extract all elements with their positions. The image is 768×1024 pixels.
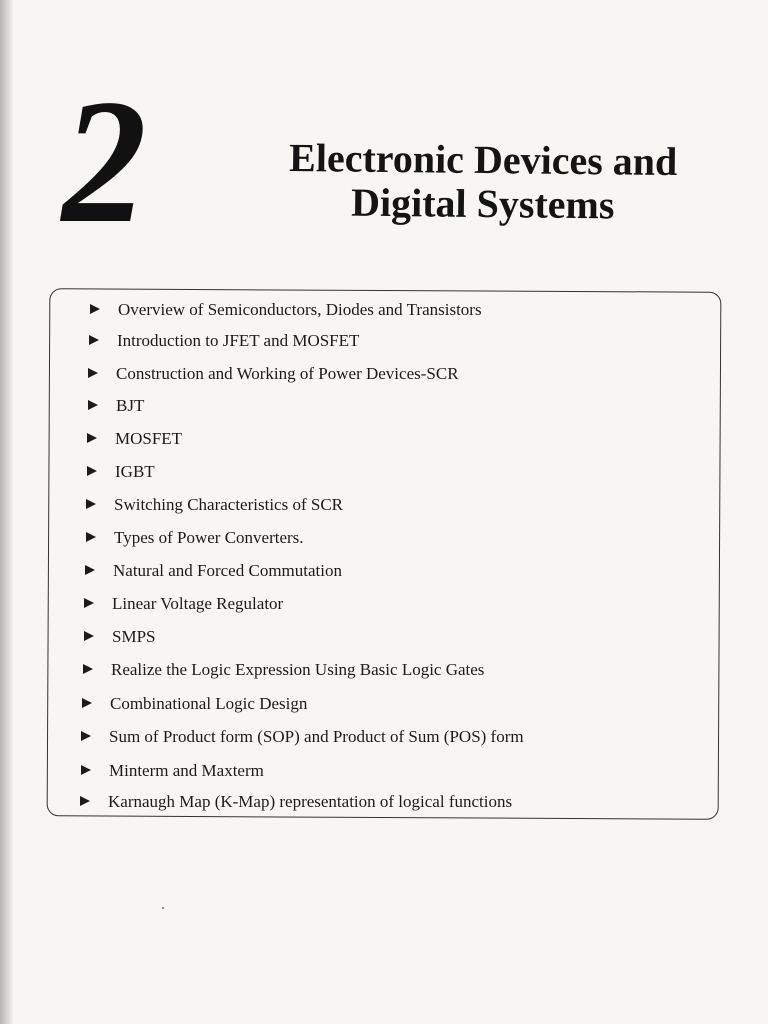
list-item [87,462,155,482]
topic-text: Karnaugh Map (K-Map) representation of logical functions [108,792,513,811]
chapter-title-line-2: Digital Systems [350,179,615,228]
bullet-arrow-icon [89,335,99,345]
list-item [85,561,342,581]
topic-text: Natural and Forced Commutation [113,561,342,580]
chapter-number: 2 [62,62,147,260]
topic-text: IGBT [115,462,155,481]
bullet-arrow-icon [83,664,93,674]
topic-text: Minterm and Maxterm [109,761,264,780]
bullet-arrow-icon [87,433,97,443]
bullet-arrow-icon [80,796,90,806]
topic-text: Switching Characteristics of SCR [114,495,344,514]
topic-text: Construction and Working of Power Devices-SCR [116,364,459,383]
topic-text: Overview of Semiconductors, Diodes and Transistors [118,300,482,319]
bullet-arrow-icon [86,499,96,509]
list-item [81,761,264,781]
list-item [84,627,155,647]
list-item [89,331,359,351]
topic-text: Linear Voltage Regulator [112,594,284,613]
bullet-arrow-icon [84,631,94,641]
list-item [88,364,459,384]
list-item [86,495,343,515]
list-item [88,396,144,416]
bullet-arrow-icon [87,466,97,476]
chapter-title [218,135,749,229]
bullet-arrow-icon [85,565,95,575]
topic-text: Realize the Logic Expression Using Basic Logic Gates [111,660,485,679]
bullet-arrow-icon [81,765,91,775]
bullet-arrow-icon [88,368,98,378]
topic-text: Sum of Product form (SOP) and Product of Sum (POS) form [109,727,524,746]
list-item [83,660,484,680]
chapter-title-line-1: Electronic Devices and [288,134,678,185]
speck-mark [162,907,164,909]
list-item [86,528,304,548]
topic-text: Types of Power Converters. [114,528,304,547]
bullet-arrow-icon [90,304,100,314]
list-item [80,792,512,812]
topic-text: Introduction to JFET and MOSFET [117,331,360,350]
list-item [82,694,307,714]
page-edge-shadow [0,0,14,1024]
list-item [90,300,482,320]
topic-text: MOSFET [115,429,183,448]
bullet-arrow-icon [88,400,98,410]
bullet-arrow-icon [81,731,91,741]
topic-text: SMPS [112,627,156,646]
bullet-arrow-icon [84,598,94,608]
topic-text: BJT [116,396,145,415]
bullet-arrow-icon [86,532,96,542]
list-item [84,594,283,614]
topic-text: Combinational Logic Design [110,694,308,713]
bullet-arrow-icon [82,698,92,708]
list-item [81,727,524,747]
list-item [87,429,182,449]
